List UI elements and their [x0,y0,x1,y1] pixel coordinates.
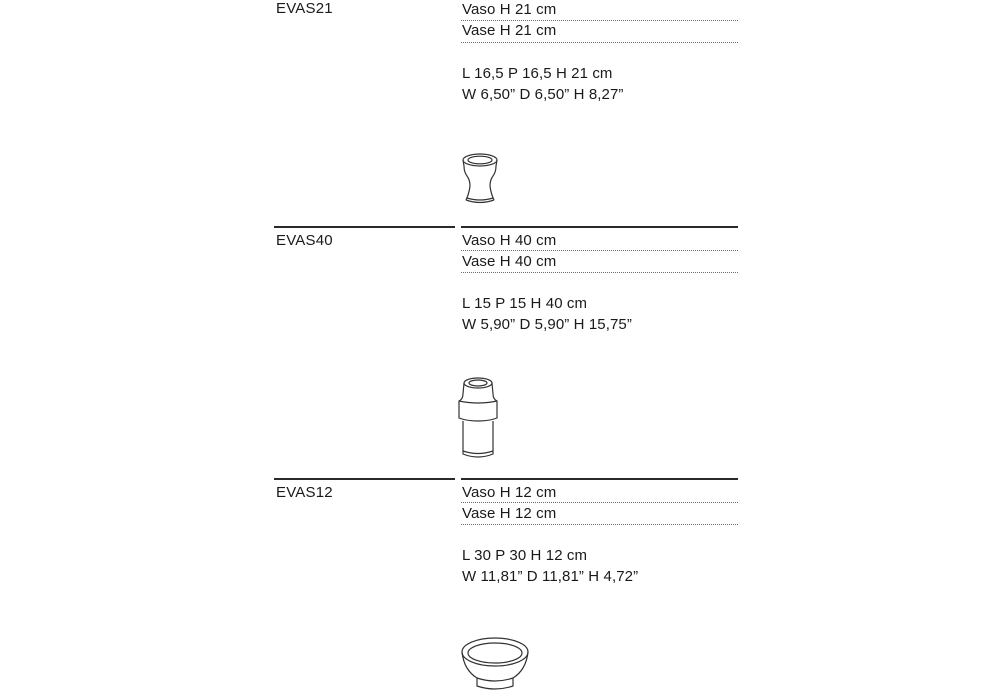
dimensions-metric: L 16,5 P 16,5 H 21 cm [462,65,613,82]
dotted-divider [461,250,738,251]
dotted-divider [461,272,738,273]
dimensions-metric: L 30 P 30 H 12 cm [462,547,588,564]
product-dimensions [462,63,624,105]
product-dimensions [462,293,632,335]
product-dimensions [462,545,638,587]
dotted-divider [461,42,738,43]
dotted-divider [461,524,738,525]
product-code: EVAS21 [276,0,333,17]
product-name-italian: Vaso H 12 cm [462,484,557,501]
product-code: EVAS40 [276,232,333,249]
product-name-english: Vase H 12 cm [462,505,557,522]
dimensions-imperial: W 6,50” D 6,50” H 8,27” [462,86,624,103]
dimensions-metric: L 15 P 15 H 40 cm [462,295,588,312]
section-divider-right [461,478,738,480]
vase-21-icon [459,150,501,206]
dimensions-imperial: W 5,90” D 5,90” H 15,75” [462,316,632,333]
vase-40-icon [455,374,501,460]
dotted-divider [461,20,738,21]
product-name-english: Vase H 21 cm [462,22,557,39]
product-name-english: Vase H 40 cm [462,253,557,270]
product-name-italian: Vaso H 21 cm [462,1,557,18]
dimensions-imperial: W 11,81” D 11,81” H 4,72” [462,568,639,585]
product-code: EVAS12 [276,484,333,501]
bowl-12-icon [459,634,531,696]
section-divider-left [274,226,455,228]
dotted-divider [461,502,738,503]
section-divider-left [274,478,455,480]
product-name-italian: Vaso H 40 cm [462,232,557,249]
section-divider-right [461,226,738,228]
